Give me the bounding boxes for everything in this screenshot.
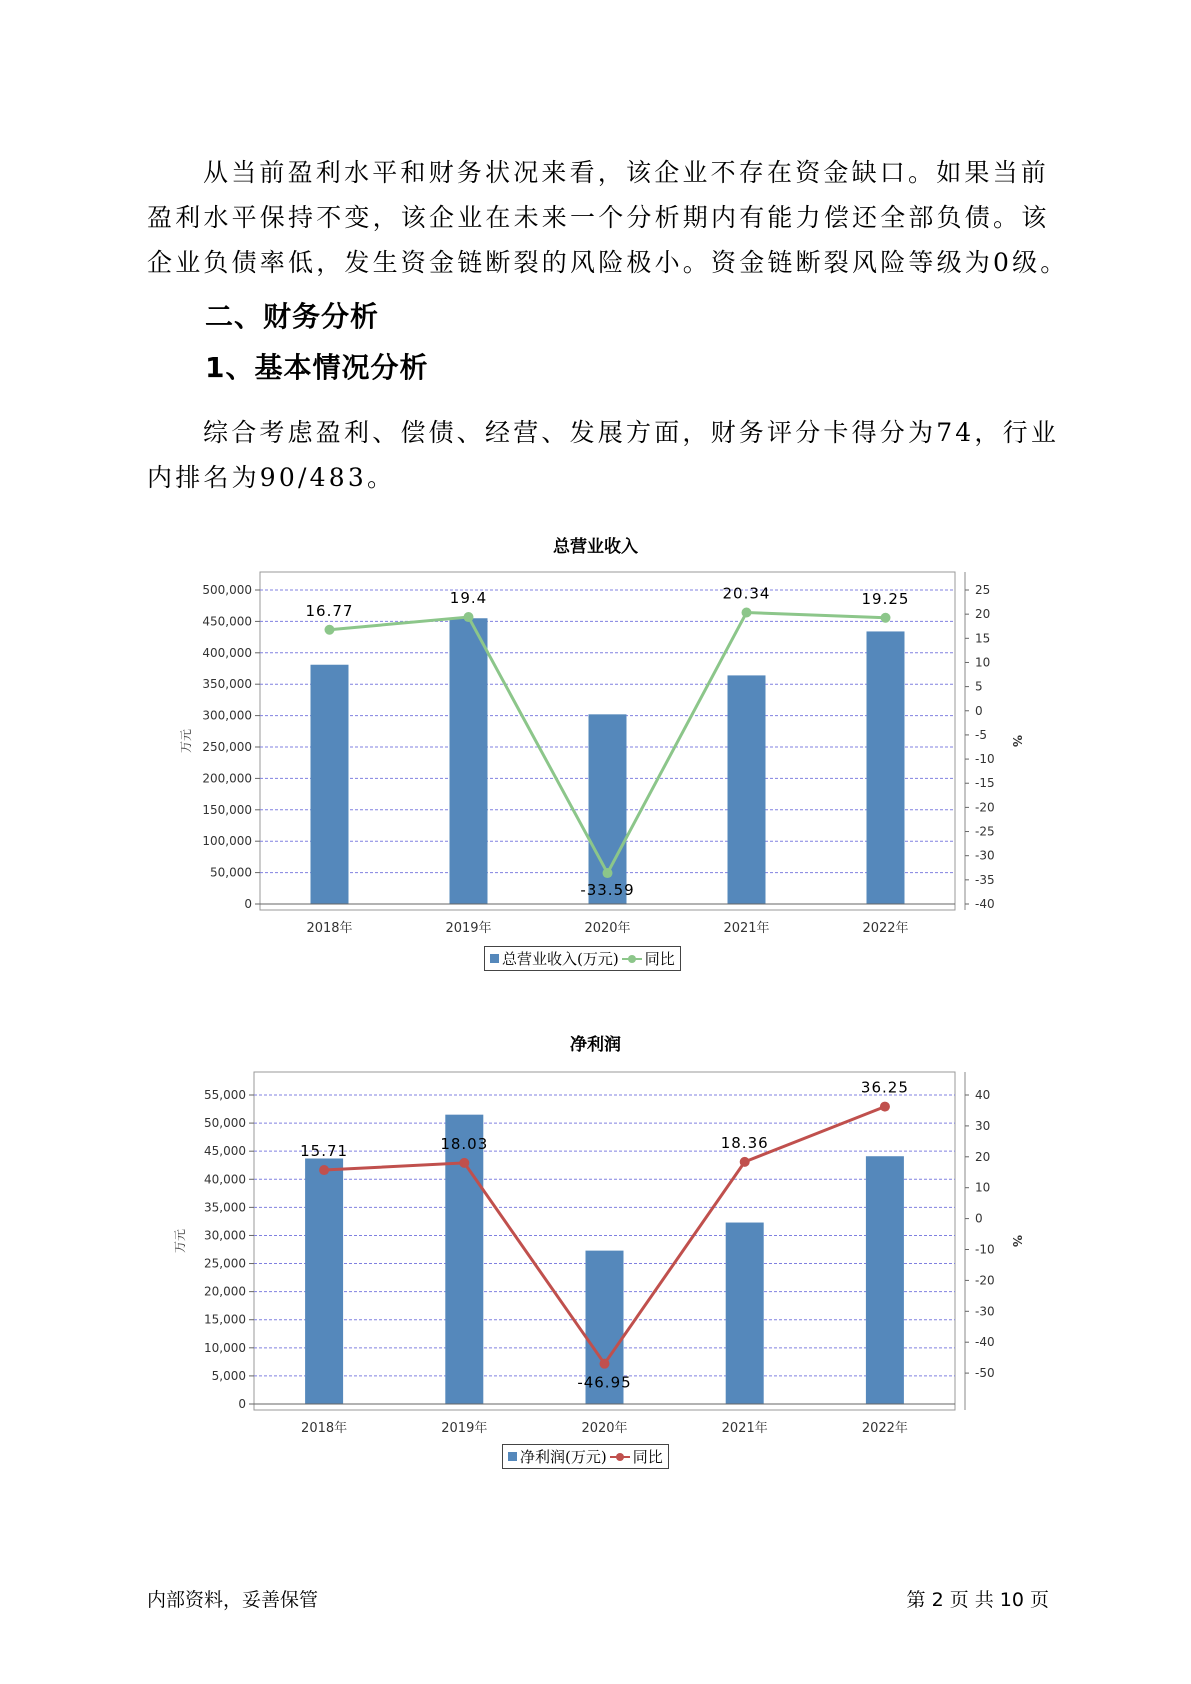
bar [726, 1223, 764, 1404]
legend-bar-label: 净利润(万元) [520, 1448, 607, 1466]
plot-area [173, 1072, 1024, 1436]
y2-tick-label: 5 [975, 679, 983, 694]
yoy-point [464, 612, 474, 622]
y-tick-label: 200,000 [202, 771, 252, 786]
paragraph-scorecard [147, 410, 1060, 500]
y-tick-label: 10,000 [204, 1340, 246, 1355]
yoy-point [603, 868, 613, 878]
data-label: 20.34 [722, 584, 771, 603]
y2-tick-label: -40 [975, 897, 995, 911]
bar [450, 618, 488, 904]
yoy-point [325, 625, 335, 635]
data-label: -33.59 [580, 881, 635, 900]
legend-line-swatch [610, 1452, 630, 1462]
y-tick-label: 500,000 [202, 583, 252, 597]
x-tick-label: 2022年 [862, 921, 909, 936]
y-tick-label: 25,000 [204, 1256, 246, 1271]
y-tick-label: 50,000 [204, 1116, 246, 1131]
y2-tick-label: -30 [975, 848, 995, 863]
y2-tick-label: 20 [975, 1149, 991, 1164]
data-label: 18.03 [440, 1134, 489, 1153]
x-tick-label: 2021年 [723, 921, 770, 936]
revenue-chart-legend [484, 946, 681, 971]
y-tick-label: 30,000 [204, 1228, 246, 1243]
x-tick-label: 2019年 [445, 921, 492, 936]
y2-tick-label: 10 [975, 1180, 991, 1195]
y2-tick-label: 15 [975, 631, 991, 646]
data-label: 16.77 [305, 601, 354, 620]
legend-bar-swatch [490, 954, 499, 963]
data-label: 18.36 [720, 1133, 769, 1152]
legend-line-label: 同比 [632, 1448, 663, 1466]
y-tick-label: 55,000 [204, 1088, 246, 1102]
legend-bar-swatch [508, 1452, 517, 1461]
plot-area [179, 572, 1024, 936]
legend-line-label: 同比 [644, 950, 675, 968]
subsection-heading: 1、基本情况分析 [205, 351, 429, 384]
y2-tick-label: -30 [975, 1304, 995, 1319]
y2-tick-label: 30 [975, 1118, 991, 1133]
bar [305, 1158, 343, 1404]
legend-line-swatch [622, 954, 642, 964]
y2-tick-label: 0 [975, 703, 983, 718]
yoy-point [742, 608, 752, 618]
yoy-point [459, 1158, 469, 1168]
y-tick-label: 45,000 [204, 1144, 246, 1159]
data-label: 15.71 [300, 1142, 349, 1161]
paragraph-line: 综合考虑盈利、偿债、经营、发展方面，财务评分卡得分为74，行业 [203, 418, 1060, 447]
y2-tick-label: -5 [975, 727, 987, 742]
y-tick-label: 0 [244, 897, 252, 911]
x-tick-label: 2019年 [441, 1421, 488, 1436]
y-tick-label: 15,000 [204, 1312, 246, 1327]
y-tick-label: 5,000 [211, 1368, 246, 1383]
y-axis-title: 万元 [179, 728, 193, 754]
yoy-point [880, 1102, 890, 1112]
y2-axis-title: % [1010, 734, 1024, 748]
paragraph-funding-gap [147, 150, 1069, 285]
net-profit-chart-legend [502, 1444, 669, 1469]
y2-tick-label: 10 [975, 655, 991, 670]
bar [866, 1156, 904, 1404]
y-tick-label: 35,000 [204, 1200, 246, 1215]
net-profit-chart-title: 净利润 [570, 1035, 621, 1055]
y-axis-title: 万元 [173, 1228, 187, 1254]
x-tick-label: 2020年 [584, 921, 631, 936]
y-tick-label: 40,000 [204, 1172, 246, 1187]
y2-tick-label: -25 [975, 824, 995, 839]
y2-tick-label: 0 [975, 1211, 983, 1226]
footer-confidential: 内部资料，妥善保管 [147, 1589, 319, 1611]
y2-tick-label: -10 [975, 1242, 995, 1257]
y-tick-label: 100,000 [202, 834, 252, 849]
yoy-point [600, 1359, 610, 1369]
yoy-point [740, 1157, 750, 1167]
y-tick-label: 400,000 [202, 645, 252, 660]
paragraph-line: 盈利水平保持不变，该企业在未来一个分析期内有能力偿还全部负债。该 [147, 203, 1050, 232]
y-tick-label: 450,000 [202, 614, 252, 629]
y-tick-label: 250,000 [202, 740, 252, 754]
data-label: -46.95 [577, 1373, 632, 1392]
yoy-point [319, 1165, 329, 1175]
x-tick-label: 2022年 [861, 1421, 908, 1436]
section-heading: 二、财务分析 [205, 300, 380, 333]
x-tick-label: 2020年 [581, 1421, 628, 1436]
y2-tick-label: 40 [975, 1088, 991, 1102]
y2-tick-label: 25 [975, 583, 991, 597]
y-tick-label: 150,000 [202, 802, 252, 817]
y-tick-label: 50,000 [210, 865, 252, 880]
y2-tick-label: -40 [975, 1335, 995, 1350]
x-tick-label: 2021年 [721, 1421, 768, 1436]
revenue-chart-title: 总营业收入 [553, 537, 638, 557]
y2-tick-label: -20 [975, 800, 995, 815]
y2-tick-label: 20 [975, 607, 991, 622]
y2-tick-label: -10 [975, 752, 995, 767]
paragraph-line: 内排名为90/483。 [147, 463, 396, 492]
y-tick-label: 0 [238, 1397, 246, 1411]
y2-tick-label: -50 [975, 1366, 995, 1381]
y2-tick-label: -20 [975, 1273, 995, 1288]
data-label: 36.25 [860, 1078, 909, 1097]
bar [867, 631, 905, 904]
y-tick-label: 350,000 [202, 677, 252, 692]
data-label: 19.25 [861, 589, 910, 608]
y2-tick-label: -15 [975, 776, 995, 791]
y2-axis-title: % [1010, 1234, 1024, 1248]
y-tick-label: 20,000 [204, 1284, 246, 1299]
yoy-point [881, 613, 891, 623]
bar [728, 675, 766, 904]
x-tick-label: 2018年 [306, 921, 353, 936]
paragraph-line: 企业负债率低，发生资金链断裂的风险极小。资金链断裂风险等级为0级。 [147, 248, 1069, 277]
data-label: 19.4 [449, 589, 488, 608]
bar [311, 665, 349, 904]
footer-page-number: 第 2 页 共 10 页 [906, 1589, 1049, 1611]
y2-tick-label: -35 [975, 872, 995, 887]
paragraph-line: 从当前盈利水平和财务状况来看，该企业不存在资金缺口。如果当前 [203, 158, 1050, 187]
legend-bar-label: 总营业收入(万元) [502, 950, 619, 968]
x-tick-label: 2018年 [301, 1421, 348, 1436]
y-tick-label: 300,000 [202, 708, 252, 723]
